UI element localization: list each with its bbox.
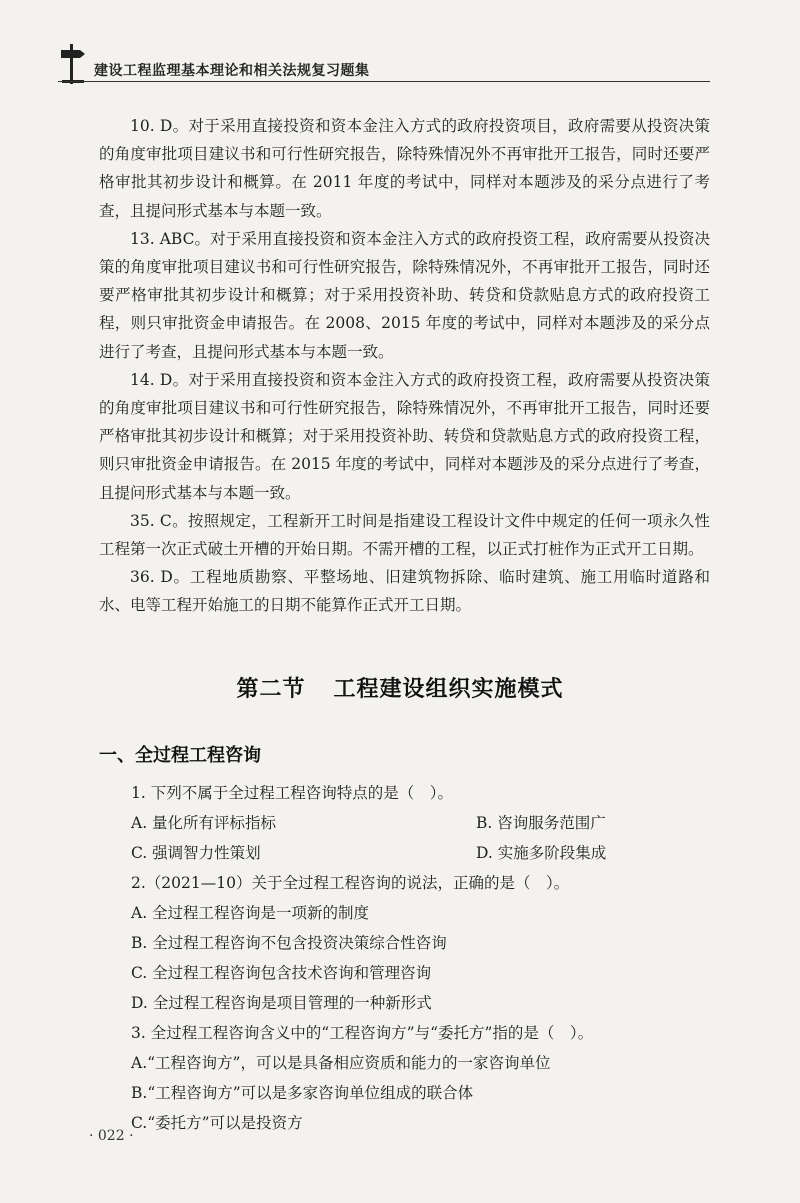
answer-36: 36. D。工程地质勘察、平整场地、旧建筑物拆除、临时建筑、施工用临时道路和水、电等工程开始施工的日期不能算作正式开工日期。: [99, 568, 710, 615]
question-2-option-b: B. 全过程工程咨询不包含投资决策综合性咨询: [131, 934, 447, 952]
question-2-option-c: C. 全过程工程咨询包含技术咨询和管理咨询: [131, 964, 432, 982]
question-1-option-a: A. 量化所有评标指标: [131, 814, 277, 832]
header-rule: [58, 81, 710, 82]
book-title: 建设工程监理基本理论和相关法规复习题集: [94, 63, 370, 79]
answer-14: 14. D。对于采用直接投资和资本金注入方式的政府投资工程，政府需要从投资决策的角度审批项目建议书和可行性研究报告，除特殊情况外，不再审批开工报告，同时还要严格审批其初步设计和概算；对于采用投资补助、转贷和贷款贴息方式的政府投资工程，则只审批资金申请报告。在 2015 年度的考试中，同样对本题涉及的采分点进行了考查，且提问形式基本与本题一致。: [99, 370, 710, 502]
question-3-option-b: B.“工程咨询方”可以是多家咨询单位组成的联合体: [131, 1084, 474, 1102]
question-3-stem: 3. 全过程工程咨询含义中的“工程咨询方”与“委托方”指的是（ ）。: [131, 1024, 594, 1042]
question-1-option-c: C. 强调智力性策划: [131, 844, 261, 862]
question-1-options-row-2: [131, 838, 691, 868]
section-heading: [0, 672, 800, 703]
section-number: 第二节: [236, 677, 306, 702]
answer-10: 10. D。对于采用直接投资和资本金注入方式的政府投资项目，政府需要从投资决策的角度审批项目建议书和可行性研究报告，除特殊情况外不再审批开工报告，同时还要严格审批其初步设计和概算。在 2011 年度的考试中，同样对本题涉及的采分点进行了考查，且提问形式基本与本题一致。: [99, 117, 710, 220]
question-1-options-row-1: [131, 808, 691, 838]
question-3-option-c: C.“委托方”可以是投资方: [131, 1114, 303, 1132]
answer-explanations: [99, 112, 710, 620]
section-title-text: 工程建设组织实施模式: [333, 677, 564, 702]
question-1-stem: 1. 下列不属于全过程工程咨询特点的是（ ）。: [131, 784, 453, 802]
page-header: [58, 42, 710, 86]
question-1-option-d: D. 实施多阶段集成: [476, 844, 607, 862]
question-list: [131, 778, 691, 1138]
question-2-stem: 2.（2021—10）关于全过程工程咨询的说法，正确的是（ ）。: [131, 874, 570, 892]
question-2-option-d: D. 全过程工程咨询是项目管理的一种新形式: [131, 994, 432, 1012]
question-1-option-b: B. 咨询服务范围广: [476, 814, 606, 832]
subsection-heading: 一、全过程工程咨询: [99, 745, 261, 766]
signpost-logo-icon: [58, 42, 88, 86]
question-3-option-a: A.“工程咨询方”，可以是具备相应资质和能力的一家咨询单位: [131, 1054, 551, 1072]
answer-35: 35. C。按照规定，工程新开工时间是指建设工程设计文件中规定的任何一项永久性工程第一次正式破土开槽的开始日期。不需开槽的工程，以正式打桩作为正式开工日期。: [99, 511, 710, 559]
page-number: · 022 ·: [89, 1128, 134, 1144]
answer-13: 13. ABC。对于采用直接投资和资本金注入方式的政府投资工程，政府需要从投资决策的角度审批项目建议书和可行性研究报告，除特殊情况外，不再审批开工报告，同时还要严格审批其初步设计和概算；对于采用投资补助、转贷和贷款贴息方式的政府投资工程，则只审批资金申请报告。在 2008、2015 年度的考试中，同样对本题涉及的采分点进行了考查，且提问形式基本与本题一致。: [99, 229, 710, 361]
question-2-option-a: A. 全过程工程咨询是一项新的制度: [131, 904, 370, 922]
